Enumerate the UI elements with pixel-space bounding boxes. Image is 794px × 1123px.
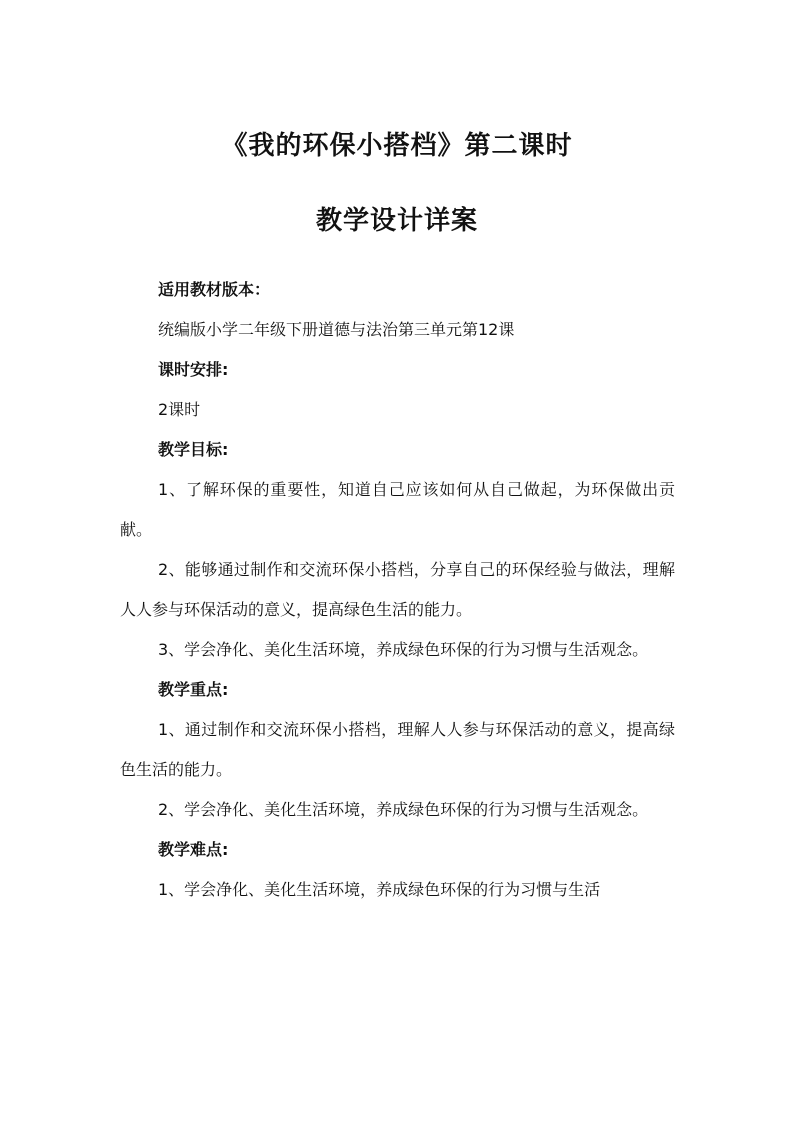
objectives-heading: 教学目标: (158, 440, 229, 459)
objective-item: 3、学会净化、美化生活环境，养成绿色环保的行为习惯与生活观念。 (158, 640, 649, 659)
key-points-heading: 教学重点: (158, 680, 229, 699)
difficulty-item: 1、学会净化、美化生活环境，养成绿色环保的行为习惯与生活 (158, 880, 601, 899)
difficulties-heading: 教学难点: (158, 840, 229, 859)
key-point-item: 1、通过制作和交流环保小搭档，理解人人参与环保活动的意义，提高绿色生活的能力。 (120, 720, 675, 779)
key-point-item: 2、学会净化、美化生活环境，养成绿色环保的行为习惯与生活观念。 (158, 800, 649, 819)
schedule-heading: 课时安排: (158, 360, 229, 379)
edition-heading: 适用教材版本： (158, 280, 271, 299)
objective-item: 1、了解环保的重要性，知道自己应该如何从自己做起，为环保做出贡献。 (120, 480, 675, 539)
objective-item: 2、能够通过制作和交流环保小搭档，分享自己的环保经验与做法，理解人人参与环保活动的意义，提高绿色生活的能力。 (120, 560, 675, 619)
document-subtitle: 教学设计详案 (315, 206, 478, 236)
edition-text: 统编版小学二年级下册道德与法治第三单元第12课 (158, 320, 515, 339)
document-title: 《我的环保小搭档》第二课时 (221, 131, 573, 161)
schedule-text: 2课时 (158, 400, 201, 419)
document-body (120, 270, 675, 910)
